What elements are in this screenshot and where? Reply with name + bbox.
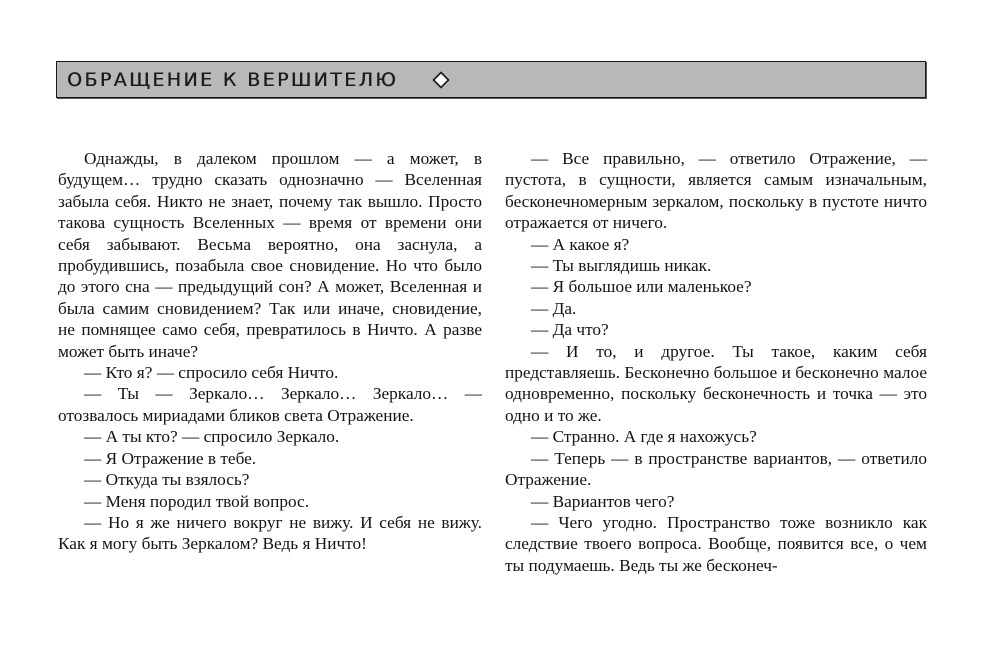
dialogue-line: — Ты выглядишь никак. bbox=[531, 256, 712, 276]
dialogue-line: — А ты кто? — спросило Зеркало. bbox=[84, 427, 340, 447]
dialogue-line: — Теперь — в пространстве вариантов, — ответило Отражение. bbox=[505, 448, 927, 490]
text-column-right bbox=[505, 148, 927, 576]
text-column-left bbox=[58, 148, 482, 555]
dialogue-line: — И то, и другое. Ты такое, каким себя представляешь. Бесконечно большое и бесконечно малое одновременно, поскольку бесконечность и точка — это одно и то же. bbox=[505, 341, 927, 425]
dialogue-line: — Чего угодно. Пространство тоже возникло как следствие твоего вопроса. Вообще, появится все, о чем ты подумаешь. Ведь ты же бесконеч- bbox=[505, 512, 927, 575]
diamond-icon bbox=[432, 71, 450, 89]
dialogue-line: — Я Отражение в тебе. bbox=[84, 448, 257, 468]
dialogue-line: — Кто я? — спросило себя Ничто. bbox=[84, 363, 339, 383]
paragraph: Однажды, в далеком прошлом — а может, в будущем… трудно сказать однозначно — Вселенная забыла себя. Никто не знает, почему так вышло. Просто такова сущность Вселенных — время от времени они себя забывают. Весьма вероятно, она заснула, а пробудившись, позабыла свое сновидение. Но что было до этого сна — предыдущий сон? А может, Вселенная и была самим сновидением? Так или иначе, сновидение, не помнящее само себя, превратилось в Ничто. А разве может быть иначе? bbox=[58, 149, 482, 361]
dialogue-line: — Меня породил твой вопрос. bbox=[84, 491, 310, 511]
dialogue-line: — Я большое или маленькое? bbox=[531, 277, 752, 297]
dialogue-line: — Но я же ничего вокруг не вижу. И себя не вижу. Как я могу быть Зеркалом? Ведь я Ничто! bbox=[58, 512, 482, 554]
dialogue-line: — Да. bbox=[531, 298, 577, 318]
dialogue-line: — Странно. А где я нахожусь? bbox=[531, 427, 757, 447]
section-title: ОБРАЩЕНИЕ К ВЕРШИТЕЛЮ bbox=[67, 68, 399, 91]
dialogue-line: — Да что? bbox=[531, 320, 609, 340]
dialogue-line: — Вариантов чего? bbox=[531, 491, 675, 511]
dialogue-line: — Откуда ты взялось? bbox=[84, 470, 250, 490]
dialogue-line: — Все правильно, — ответило Отражение, — пустота, в сущности, является самым изначальным, бесконечномерным зеркалом, поскольку в пустоте ничто отражается от ничего. bbox=[505, 149, 927, 233]
dialogue-line: — Ты — Зеркало… Зеркало… Зеркало… — отозвалось мириадами бликов света Отражение. bbox=[58, 384, 482, 425]
section-header bbox=[56, 61, 926, 98]
dialogue-line: — А какое я? bbox=[531, 234, 630, 254]
